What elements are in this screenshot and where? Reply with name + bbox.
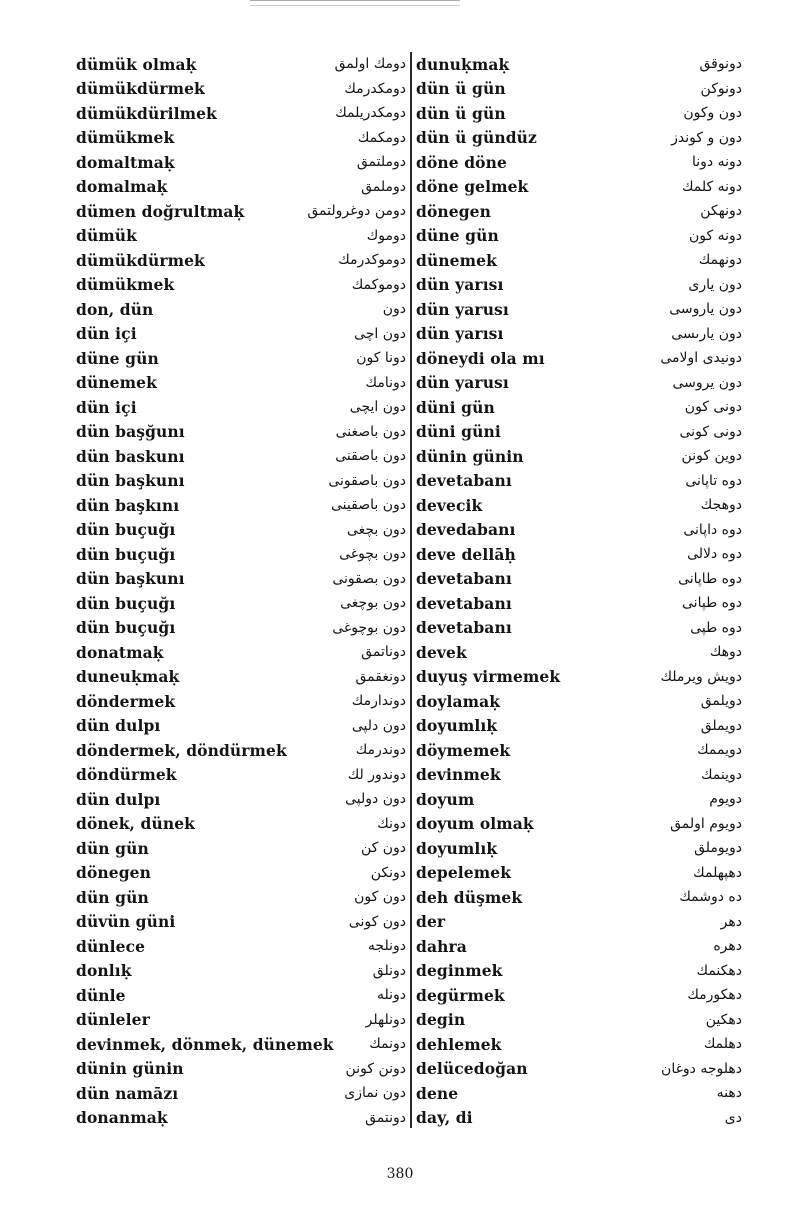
entry-transliteration: donlıḳ <box>76 961 132 981</box>
dictionary-entry <box>76 1106 406 1131</box>
entry-ottoman-script: دون <box>382 301 406 318</box>
entry-ottoman-script: دون يارىسى <box>671 325 742 342</box>
entry-ottoman-script: دون باصقنى <box>335 448 406 465</box>
entry-ottoman-script: دون بچوغى <box>339 546 406 563</box>
entry-transliteration: dün buçuğı <box>76 618 176 638</box>
entry-transliteration: delücedoğan <box>416 1059 528 1079</box>
entry-ottoman-script: دون باصقينى <box>331 497 406 514</box>
entry-transliteration: dün gün <box>76 887 149 907</box>
entry-transliteration: dümükmek <box>76 128 175 148</box>
entry-ottoman-script: دى <box>724 1109 742 1126</box>
entry-transliteration: dümükdürmek <box>76 79 205 99</box>
dictionary-entry <box>76 689 406 714</box>
entry-ottoman-script: دونله <box>376 987 406 1004</box>
dictionary-entry <box>76 395 406 420</box>
right-column <box>416 52 742 1130</box>
dictionary-entry <box>76 812 406 837</box>
entry-ottoman-script: دون ياروسى <box>669 301 742 318</box>
dictionary-entry <box>76 934 406 959</box>
entry-transliteration: dün ü gündüz <box>416 128 537 148</box>
entry-transliteration: dün başkını <box>76 495 180 515</box>
dictionary-entry <box>416 714 742 739</box>
entry-ottoman-script: دون باصغنى <box>335 423 406 440</box>
entry-ottoman-script: دهلوجه دوغان <box>661 1060 742 1077</box>
entry-ottoman-script: دوه طپى <box>690 619 742 636</box>
entry-ottoman-script: دونيدى اولامى <box>660 350 742 367</box>
entry-transliteration: döne döne <box>416 152 507 172</box>
dictionary-entry <box>76 640 406 665</box>
entry-transliteration: dün yarısı <box>416 324 504 344</box>
entry-ottoman-script: دونمك <box>369 1036 406 1053</box>
entry-ottoman-script: دونلق <box>372 962 406 979</box>
dictionary-entry <box>416 591 742 616</box>
dictionary-entry <box>76 983 406 1008</box>
entry-transliteration: degin <box>416 1010 466 1030</box>
entry-transliteration: düvün güni <box>76 912 176 932</box>
entry-ottoman-script: دون كون <box>354 889 406 906</box>
dictionary-entry <box>416 297 742 322</box>
dictionary-entry <box>76 199 406 224</box>
entry-ottoman-script: دون ايچى <box>349 399 406 416</box>
entry-ottoman-script: دوموكدرمك <box>338 252 406 269</box>
dictionary-entry <box>416 738 742 763</box>
entry-transliteration: domalmaḳ <box>76 177 168 197</box>
entry-ottoman-script: دوه دلالى <box>687 546 742 563</box>
dictionary-entry <box>416 444 742 469</box>
left-column <box>76 52 406 1130</box>
entry-transliteration: devetabanı <box>416 618 512 638</box>
entry-ottoman-script: دويملق <box>700 717 742 734</box>
entry-transliteration: döndürmek <box>76 765 177 785</box>
entry-transliteration: dünlece <box>76 936 146 956</box>
dictionary-entry <box>416 101 742 126</box>
dictionary-entry <box>416 371 742 396</box>
dictionary-entry <box>416 910 742 935</box>
entry-ottoman-script: دوملمق <box>361 178 406 195</box>
entry-ottoman-script: دونوقق <box>699 56 742 73</box>
entry-ottoman-script: دون يارى <box>688 276 742 293</box>
dictionary-entry <box>416 420 742 445</box>
entry-ottoman-script: دونن كونن <box>345 1060 406 1077</box>
entry-ottoman-script: دهلمك <box>703 1036 742 1053</box>
dictionary-entry <box>76 493 406 518</box>
entry-transliteration: dün yarısı <box>416 275 504 295</box>
entry-transliteration: dönegen <box>76 863 151 883</box>
dictionary-entry <box>76 885 406 910</box>
dictionary-entry <box>76 518 406 543</box>
entry-transliteration: doylamaḳ <box>416 691 501 711</box>
entry-transliteration: dümük <box>76 226 138 246</box>
entry-ottoman-script: دونكن <box>370 864 406 881</box>
dictionary-entry <box>76 126 406 151</box>
entry-ottoman-script: دوه طاپانى <box>678 570 742 587</box>
dictionary-entry <box>416 640 742 665</box>
entry-transliteration: devetabanı <box>416 471 512 491</box>
dictionary-entry <box>416 1057 742 1082</box>
entry-transliteration: dün buçuğı <box>76 520 176 540</box>
entry-transliteration: dün baskunı <box>76 446 185 466</box>
dictionary-entry <box>416 224 742 249</box>
dictionary-entry <box>416 787 742 812</box>
dictionary-entry <box>416 1081 742 1106</box>
entry-ottoman-script: دون وكون <box>683 105 742 122</box>
dictionary-entry <box>76 297 406 322</box>
entry-ottoman-script: دونى كون <box>684 399 742 416</box>
dictionary-entry <box>76 1057 406 1082</box>
entry-ottoman-script: دون دولپى <box>345 791 406 808</box>
entry-ottoman-script: دوهك <box>709 644 742 661</box>
entry-ottoman-script: دون بچغى <box>346 521 406 538</box>
dictionary-entry <box>416 885 742 910</box>
entry-transliteration: dümen doğrultmaḳ <box>76 201 245 221</box>
dictionary-entry <box>76 738 406 763</box>
dictionary-entry <box>416 52 742 77</box>
dictionary-entry <box>76 763 406 788</box>
dictionary-entry <box>416 77 742 102</box>
entry-ottoman-script: دهپهلمك <box>693 864 742 881</box>
entry-transliteration: dönek, dünek <box>76 814 196 834</box>
dictionary-entry <box>76 248 406 273</box>
dictionary-entry <box>416 346 742 371</box>
entry-ottoman-script: دهنه <box>716 1085 742 1102</box>
dictionary-entry <box>76 591 406 616</box>
dictionary-entry <box>416 959 742 984</box>
entry-transliteration: dün yarusı <box>416 373 509 393</box>
entry-transliteration: dün namāzı <box>76 1083 179 1103</box>
dictionary-entry <box>76 101 406 126</box>
entry-transliteration: doyum <box>416 789 475 809</box>
entry-transliteration: donanmaḳ <box>76 1108 168 1128</box>
entry-transliteration: dunuḳmaḳ <box>416 54 510 74</box>
dictionary-entry <box>416 1008 742 1033</box>
dictionary-entry <box>76 910 406 935</box>
dictionary-entry <box>76 714 406 739</box>
entry-ottoman-script: دوه طپانى <box>682 595 742 612</box>
dictionary-entry <box>416 567 742 592</box>
entry-transliteration: dümükdürmek <box>76 250 205 270</box>
entry-ottoman-script: دومن دوغرولتمق <box>307 203 406 220</box>
dictionary-entry <box>76 567 406 592</box>
entry-ottoman-script: دوموك <box>366 227 406 244</box>
entry-transliteration: dün içi <box>76 397 137 417</box>
entry-transliteration: dünleler <box>76 1010 150 1030</box>
entry-transliteration: dün ü gün <box>416 103 506 123</box>
dictionary-entry <box>416 175 742 200</box>
dictionary-entry <box>76 444 406 469</box>
entry-transliteration: dümükdürilmek <box>76 103 217 123</box>
entry-ottoman-script: دونلهلر <box>365 1011 406 1028</box>
entry-transliteration: devetabanı <box>416 569 512 589</box>
dictionary-entry <box>76 322 406 347</box>
entry-ottoman-script: دوملتمق <box>356 154 406 171</box>
dictionary-entry <box>76 420 406 445</box>
entry-transliteration: doyumlıḳ <box>416 716 498 736</box>
entry-ottoman-script: دوندارمك <box>351 693 406 710</box>
entry-transliteration: day, di <box>416 1108 473 1128</box>
entry-transliteration: dene <box>416 1083 459 1103</box>
top-edge-rule <box>250 0 460 6</box>
entry-ottoman-script: دونغقمق <box>355 668 406 685</box>
dictionary-entry <box>416 836 742 861</box>
entry-transliteration: düne gün <box>76 348 159 368</box>
entry-transliteration: dehlemek <box>416 1034 502 1054</box>
dictionary-entry <box>76 861 406 886</box>
dictionary-entry <box>76 469 406 494</box>
entry-transliteration: dün gün <box>76 838 149 858</box>
entry-transliteration: döndermek, döndürmek <box>76 740 287 760</box>
entry-ottoman-script: دون اچى <box>354 325 406 342</box>
dictionary-entry <box>416 150 742 175</box>
entry-ottoman-script: دهكين <box>705 1011 742 1028</box>
entry-ottoman-script: دويلمق <box>700 693 742 710</box>
entry-ottoman-script: دون بصقونى <box>332 570 406 587</box>
entry-transliteration: doyumlıḳ <box>416 838 498 858</box>
entry-ottoman-script: دومكدرمك <box>344 80 406 97</box>
entry-transliteration: depelemek <box>416 863 512 883</box>
entry-transliteration: dün içi <box>76 324 137 344</box>
entry-transliteration: der <box>416 912 446 932</box>
entry-transliteration: devedabanı <box>416 520 516 540</box>
entry-transliteration: döymemek <box>416 740 511 760</box>
entry-transliteration: dün buçuğı <box>76 544 176 564</box>
entry-ottoman-script: دهكورمك <box>687 987 742 1004</box>
dictionary-entry <box>416 1032 742 1057</box>
entry-ottoman-script: دونامك <box>365 374 406 391</box>
entry-ottoman-script: دون كن <box>360 840 406 857</box>
dictionary-entry <box>76 52 406 77</box>
entry-transliteration: deginmek <box>416 961 503 981</box>
entry-transliteration: duyuş virmemek <box>416 667 561 687</box>
entry-transliteration: dün ü gün <box>416 79 506 99</box>
entry-transliteration: devinmek, dönmek, dünemek <box>76 1034 334 1054</box>
entry-ottoman-script: دونوكن <box>700 80 742 97</box>
entry-ottoman-script: دون كونى <box>348 913 406 930</box>
dictionary-entry <box>416 322 742 347</box>
entry-ottoman-script: دويوملق <box>694 840 742 857</box>
entry-transliteration: döne gelmek <box>416 177 529 197</box>
dictionary-entry <box>76 224 406 249</box>
dictionary-entry <box>76 346 406 371</box>
dictionary-entry <box>416 861 742 886</box>
dictionary-entry <box>76 175 406 200</box>
entry-ottoman-script: دويش ويرملك <box>660 668 742 685</box>
entry-transliteration: dümükmek <box>76 275 175 295</box>
dictionary-entry <box>76 77 406 102</box>
dictionary-entry <box>416 1106 742 1131</box>
dictionary-entry <box>416 812 742 837</box>
entry-transliteration: döneydi ola mı <box>416 348 545 368</box>
dictionary-entry <box>416 126 742 151</box>
entry-ottoman-script: دونهكن <box>700 203 742 220</box>
dictionary-entry <box>416 983 742 1008</box>
dictionary-entry <box>416 689 742 714</box>
dictionary-entry <box>416 199 742 224</box>
entry-transliteration: deh düşmek <box>416 887 523 907</box>
entry-transliteration: duneuḳmaḳ <box>76 667 180 687</box>
entry-ottoman-script: دوناتمق <box>361 644 406 661</box>
entry-ottoman-script: دونهمك <box>698 252 742 269</box>
entry-ottoman-script: دوين كونن <box>681 448 742 465</box>
entry-transliteration: dünin günin <box>416 446 524 466</box>
entry-ottoman-script: دون يروسى <box>672 374 742 391</box>
entry-transliteration: donatmaḳ <box>76 642 164 662</box>
dictionary-entry <box>416 273 742 298</box>
dictionary-entry <box>76 150 406 175</box>
entry-ottoman-script: دونا كون <box>356 350 406 367</box>
dictionary-entry <box>76 371 406 396</box>
entry-transliteration: don, dün <box>76 299 154 319</box>
entry-ottoman-script: دهره <box>713 938 742 955</box>
entry-ottoman-script: ده دوشمك <box>679 889 742 906</box>
entry-transliteration: dünemek <box>76 373 157 393</box>
dictionary-entry <box>76 542 406 567</box>
entry-transliteration: dünle <box>76 985 126 1005</box>
dictionary-entry <box>76 1032 406 1057</box>
entry-ottoman-script: دويوم <box>709 791 742 808</box>
entry-transliteration: dün başğunı <box>76 422 185 442</box>
entry-ottoman-script: دونه كلمك <box>681 178 742 195</box>
entry-transliteration: dönegen <box>416 201 491 221</box>
entry-ottoman-script: دوينمك <box>700 766 742 783</box>
dictionary-entry <box>76 665 406 690</box>
entry-ottoman-script: دون و كوندز <box>671 129 742 146</box>
entry-ottoman-script: دونك <box>377 815 406 832</box>
dictionary-entry <box>76 1008 406 1033</box>
entry-transliteration: devinmek <box>416 765 501 785</box>
entry-transliteration: devek <box>416 642 467 662</box>
dictionary-entry <box>76 1081 406 1106</box>
entry-ottoman-script: دون بوچوغى <box>332 619 406 636</box>
dictionary-entry <box>416 493 742 518</box>
dictionary-entry <box>416 469 742 494</box>
entry-ottoman-script: دون نمازى <box>344 1085 406 1102</box>
entry-ottoman-script: دومكدريلمك <box>335 105 406 122</box>
entry-transliteration: dahra <box>416 936 467 956</box>
dictionary-entry <box>416 763 742 788</box>
dictionary-entry <box>416 934 742 959</box>
entry-ottoman-script: دهكنمك <box>696 962 742 979</box>
entry-ottoman-script: دويوم اولمق <box>670 815 742 832</box>
entry-transliteration: degürmek <box>416 985 505 1005</box>
entry-ottoman-script: دومك اولمق <box>334 56 406 73</box>
entry-ottoman-script: دومكمك <box>357 129 406 146</box>
dictionary-entry <box>76 787 406 812</box>
entry-ottoman-script: دهر <box>720 913 742 930</box>
entry-transliteration: dün başkunı <box>76 569 185 589</box>
entry-ottoman-script: دوموكمك <box>351 276 406 293</box>
page-number: 380 <box>386 1166 414 1182</box>
entry-transliteration: doyum olmaḳ <box>416 814 534 834</box>
entry-ottoman-script: دونلجه <box>367 938 406 955</box>
entry-transliteration: döndermek <box>76 691 176 711</box>
dictionary-entry <box>76 616 406 641</box>
entry-transliteration: dün dulpı <box>76 716 161 736</box>
entry-ottoman-script: دوه تاپانى <box>685 472 742 489</box>
dictionary-entry <box>416 616 742 641</box>
entry-ottoman-script: دون باصقونى <box>328 472 406 489</box>
entry-transliteration: deve dellāḥ <box>416 544 516 564</box>
entry-transliteration: düni güni <box>416 422 501 442</box>
entry-transliteration: düne gün <box>416 226 499 246</box>
entry-ottoman-script: دوهجك <box>700 497 742 514</box>
entry-transliteration: dümük olmaḳ <box>76 54 197 74</box>
entry-transliteration: domaltmaḳ <box>76 152 175 172</box>
entry-ottoman-script: دوندور لك <box>347 766 406 783</box>
entry-ottoman-script: دونى كونى <box>679 423 742 440</box>
entry-transliteration: dünin günin <box>76 1059 184 1079</box>
entry-transliteration: dün yarusı <box>416 299 509 319</box>
entry-transliteration: devetabanı <box>416 593 512 613</box>
entry-ottoman-script: دويممك <box>697 742 742 759</box>
dictionary-entry <box>416 518 742 543</box>
dictionary-entry <box>416 542 742 567</box>
entry-transliteration: dün buçuğı <box>76 593 176 613</box>
entry-ottoman-script: دوندرمك <box>355 742 406 759</box>
entry-ottoman-script: دون دلپى <box>351 717 406 734</box>
dictionary-entry <box>416 248 742 273</box>
dictionary-entry <box>76 273 406 298</box>
entry-ottoman-script: دوه داپانى <box>683 521 742 538</box>
dictionary-entry <box>416 665 742 690</box>
column-divider <box>410 52 412 1128</box>
dictionary-entry <box>76 959 406 984</box>
entry-transliteration: dün başkunı <box>76 471 185 491</box>
entry-ottoman-script: دون بوچغى <box>340 595 406 612</box>
entry-transliteration: dün dulpı <box>76 789 161 809</box>
dictionary-entry <box>76 836 406 861</box>
dictionary-entry <box>416 395 742 420</box>
entry-transliteration: düni gün <box>416 397 495 417</box>
entry-ottoman-script: دونه كون <box>688 227 742 244</box>
entry-ottoman-script: دونتمق <box>365 1109 406 1126</box>
entry-transliteration: dünemek <box>416 250 497 270</box>
entry-ottoman-script: دونه دونا <box>691 154 742 171</box>
entry-transliteration: devecik <box>416 495 483 515</box>
